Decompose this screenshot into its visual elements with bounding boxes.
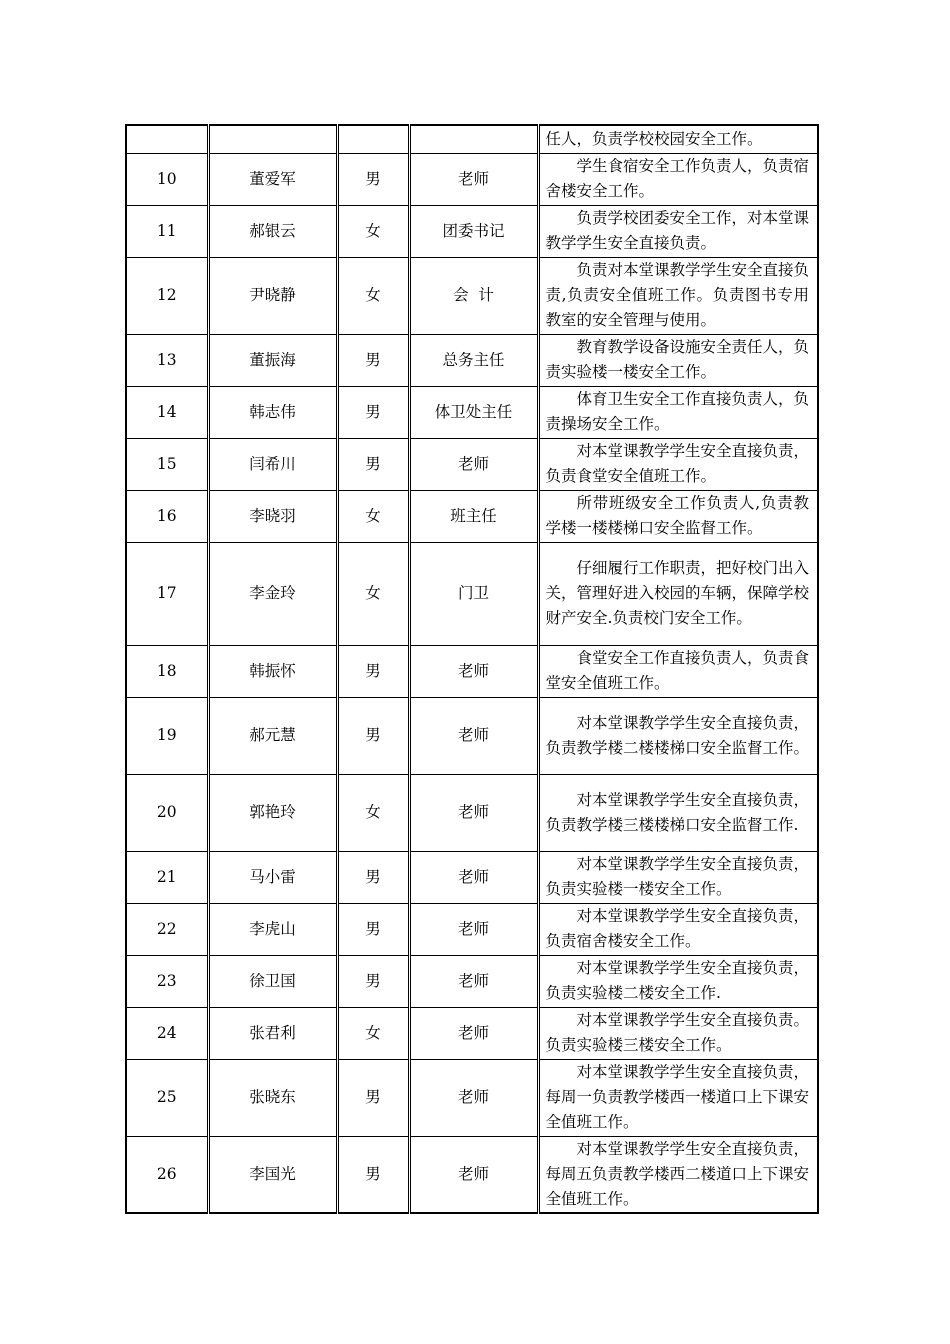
person-gender: 男: [337, 153, 409, 205]
person-name: 尹晓静: [208, 257, 337, 334]
row-number: 24: [126, 1007, 208, 1059]
person-name: 郭艳玲: [208, 774, 337, 851]
duty-cell: [538, 851, 818, 903]
person-role: 老师: [409, 955, 538, 1007]
duty-text: 体育卫生安全工作直接负责人，负责操场安全工作。: [545, 390, 810, 433]
person-gender: 女: [337, 542, 409, 645]
table-row: [126, 645, 818, 697]
person-role: 老师: [409, 903, 538, 955]
duty-text: 对本堂课教学学生安全直接负责，负责教学楼二楼楼梯口安全监督工作。: [545, 713, 810, 757]
duty-text: 对本堂课教学学生安全直接负责，负责宿舍楼安全工作。: [545, 907, 810, 950]
duty-cell: [538, 697, 818, 774]
row-number: 18: [126, 645, 208, 697]
table-row: [126, 490, 818, 542]
row-number: 23: [126, 955, 208, 1007]
person-role: [409, 125, 538, 153]
duty-text: 对本堂课教学学生安全直接负责。负责实验楼三楼安全工作。: [545, 1011, 810, 1054]
person-name: 李国光: [208, 1136, 337, 1213]
duty-text: 教育教学设备设施安全责任人，负责实验楼一楼安全工作。: [545, 338, 810, 381]
duty-text: 学生食宿安全工作负责人，负责宿舍楼安全工作。: [545, 157, 810, 200]
person-name: 李金玲: [208, 542, 337, 645]
row-number: 19: [126, 697, 208, 774]
person-role: 老师: [409, 153, 538, 205]
person-gender: 男: [337, 438, 409, 490]
duty-cell: [538, 386, 818, 438]
person-name: 闫希川: [208, 438, 337, 490]
person-gender: 男: [337, 697, 409, 774]
table-row: [126, 257, 818, 334]
row-number: 12: [126, 257, 208, 334]
person-name: 徐卫国: [208, 955, 337, 1007]
person-gender: 女: [337, 257, 409, 334]
person-name: 韩振怀: [208, 645, 337, 697]
person-name: 李虎山: [208, 903, 337, 955]
duty-text: 负责学校团委安全工作，对本堂课教学学生安全直接负责。: [545, 209, 810, 252]
person-gender: 男: [337, 1059, 409, 1136]
duty-cell: [538, 153, 818, 205]
table-row: [126, 1136, 818, 1213]
person-role: 老师: [409, 1007, 538, 1059]
duty-text: 对本堂课教学学生安全直接负责，负责实验楼一楼安全工作。: [545, 855, 810, 898]
row-number: 21: [126, 851, 208, 903]
person-name: [208, 125, 337, 153]
person-role: 总务主任: [409, 334, 538, 386]
person-gender: 男: [337, 334, 409, 386]
person-gender: 女: [337, 490, 409, 542]
person-gender: 男: [337, 386, 409, 438]
person-role: 老师: [409, 645, 538, 697]
person-name: 董爱军: [208, 153, 337, 205]
row-number: 25: [126, 1059, 208, 1136]
table-row: [126, 955, 818, 1007]
duty-text: 对本堂课教学学生安全直接负责，负责食堂安全值班工作。: [545, 442, 810, 485]
person-name: 韩志伟: [208, 386, 337, 438]
table-row: [126, 851, 818, 903]
duty-text: 对本堂课教学学生安全直接负责，负责实验楼二楼安全工作.: [545, 959, 810, 1002]
table-row: [126, 125, 818, 153]
duty-cell: [538, 1007, 818, 1059]
table-row: [126, 386, 818, 438]
person-gender: 男: [337, 903, 409, 955]
person-gender: 男: [337, 645, 409, 697]
person-role: 老师: [409, 1059, 538, 1136]
duty-cell: [538, 645, 818, 697]
table-row: [126, 697, 818, 774]
person-role: 会 计: [409, 257, 538, 334]
person-role: 老师: [409, 774, 538, 851]
row-number: 20: [126, 774, 208, 851]
duty-text: 对本堂课教学学生安全直接负责，每周五负责教学楼西二楼道口上下课安全值班工作。: [545, 1139, 810, 1208]
duty-text: 负责对本堂课教学学生安全直接负责,负责安全值班工作。负责图书专用教室的安全管理与使用。: [545, 261, 810, 329]
person-name: 董振海: [208, 334, 337, 386]
table-row: [126, 542, 818, 645]
duty-cell: [538, 542, 818, 645]
row-number: 10: [126, 153, 208, 205]
table-row: [126, 438, 818, 490]
duty-text: 食堂安全工作直接负责人，负责食堂安全值班工作。: [545, 649, 810, 692]
person-role: 门卫: [409, 542, 538, 645]
row-number: 15: [126, 438, 208, 490]
row-number: 11: [126, 205, 208, 257]
person-gender: 男: [337, 955, 409, 1007]
person-role: 老师: [409, 438, 538, 490]
duty-cell: [538, 955, 818, 1007]
table-row: [126, 1007, 818, 1059]
person-name: 张君利: [208, 1007, 337, 1059]
duty-text: 任人，负责学校校园安全工作。: [545, 129, 763, 148]
duty-text: 对本堂课教学学生安全直接负责，负责教学楼三楼楼梯口安全监督工作.: [545, 790, 810, 834]
person-gender: 女: [337, 1007, 409, 1059]
duty-cell: [538, 257, 818, 334]
row-number: 22: [126, 903, 208, 955]
row-number: 16: [126, 490, 208, 542]
person-role: 老师: [409, 851, 538, 903]
person-gender: 男: [337, 851, 409, 903]
duty-cell: [538, 205, 818, 257]
duty-cell: [538, 774, 818, 851]
person-role: 团委书记: [409, 205, 538, 257]
person-gender: 女: [337, 205, 409, 257]
row-number: 14: [126, 386, 208, 438]
duty-text: 所带班级安全工作负责人,负责教学楼一楼楼梯口安全监督工作。: [545, 494, 809, 537]
table-row: [126, 903, 818, 955]
duty-cell: [538, 334, 818, 386]
person-name: 李晓羽: [208, 490, 337, 542]
table-row: [126, 153, 818, 205]
row-number: 17: [126, 542, 208, 645]
table-row: [126, 334, 818, 386]
duty-cell: [538, 1059, 818, 1136]
table-row: [126, 1059, 818, 1136]
duty-cell: [538, 438, 818, 490]
table-row: [126, 774, 818, 851]
person-role: 体卫处主任: [409, 386, 538, 438]
person-name: 郝银云: [208, 205, 337, 257]
duty-text: 仔细履行工作职责，把好校门出入关，管理好进入校园的车辆，保障学校财产安全.负责校门安全工作。: [545, 559, 810, 627]
row-number: [126, 125, 208, 153]
duty-cell: [538, 1136, 818, 1213]
person-role: 老师: [409, 697, 538, 774]
person-name: 马小雷: [208, 851, 337, 903]
duty-cell: [538, 490, 818, 542]
duty-text: 对本堂课教学学生安全直接负责，每周一负责教学楼西一楼道口上下课安全值班工作。: [545, 1063, 810, 1131]
person-role: 班主任: [409, 490, 538, 542]
person-gender: 男: [337, 1136, 409, 1213]
table-row: [126, 205, 818, 257]
row-number: 26: [126, 1136, 208, 1213]
duty-cell: [538, 125, 818, 153]
safety-responsibility-table: [125, 124, 819, 1214]
person-name: 郝元慧: [208, 697, 337, 774]
person-name: 张晓东: [208, 1059, 337, 1136]
duty-cell: [538, 903, 818, 955]
person-gender: [337, 125, 409, 153]
row-number: 13: [126, 334, 208, 386]
person-gender: 女: [337, 774, 409, 851]
person-role: 老师: [409, 1136, 538, 1213]
